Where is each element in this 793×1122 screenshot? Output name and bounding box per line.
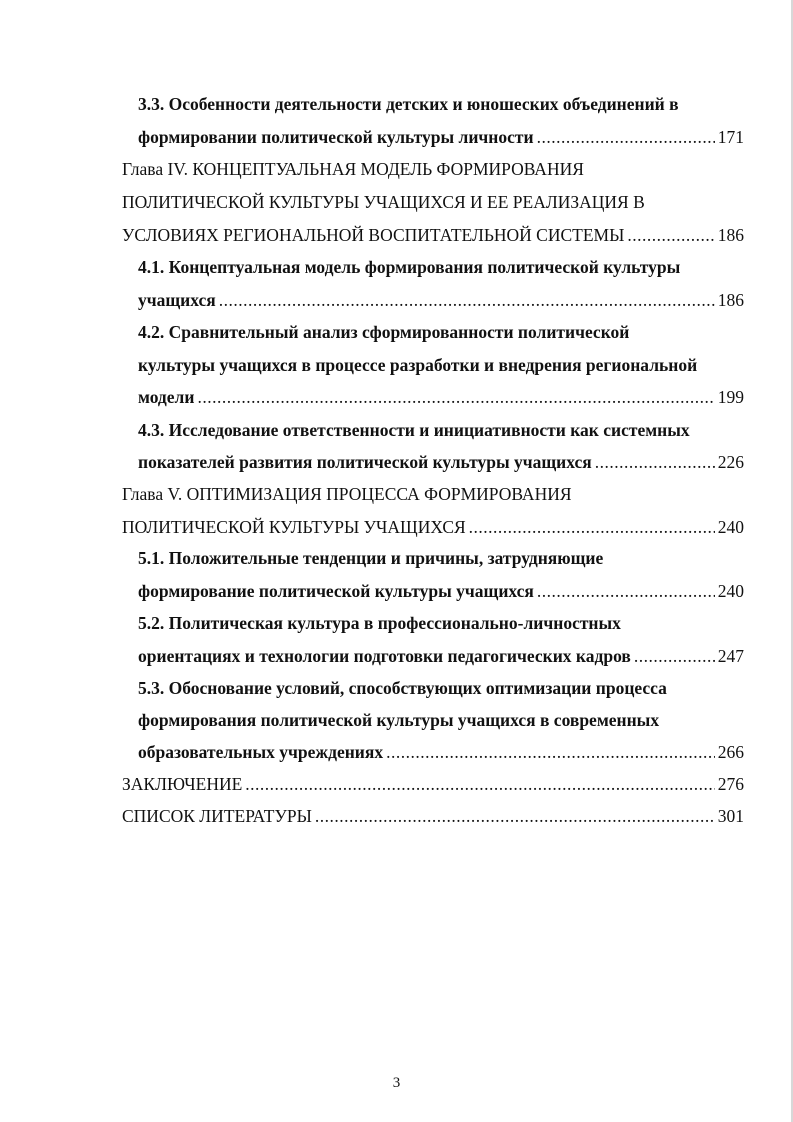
dot-leader [595,449,715,475]
toc-page-number: 301 [717,806,744,826]
dot-leader [634,643,715,669]
toc-section-4-2-line-1: 4.2. Сравнительный анализ сформированности политической [138,322,630,342]
toc-page-number: 266 [717,742,744,762]
dot-leader [197,384,714,410]
page-number: 3 [392,1075,401,1091]
toc-section-3-3-line-2[interactable]: формировании политической культуры личности ..... 171 [138,124,744,150]
toc-chapter-5-line-1: Глава V. ОПТИМИЗАЦИЯ ПРОЦЕССА ФОРМИРОВАНИЯ [122,484,572,504]
toc-section-5-3-line-3[interactable]: образовательных учреждениях ..... 266 [138,739,744,765]
toc-section-4-1-line-1: 4.1. Концептуальная модель формирования политической культуры [138,257,681,277]
toc-section-5-3-line-2: формирования политической культуры учащихся в современных [138,710,660,730]
toc-section-5-2-line-1: 5.2. Политическая культура в профессионально-личностных [138,613,621,633]
toc-section-3-3-line-1: 3.3. Особенности деятельности детских и юношеских объединений в [138,94,679,114]
toc-page-number: 240 [717,517,744,537]
toc-section-4-2-line-3[interactable]: модели ..... 199 [138,384,744,410]
toc-chapter-4-line-2: ПОЛИТИЧЕСКОЙ КУЛЬТУРЫ УЧАЩИХСЯ И ЕЕ РЕАЛИЗАЦИЯ В [122,192,645,212]
toc-section-5-3-line-1: 5.3. Обоснование условий, способствующих оптимизации процесса [138,678,667,698]
toc-page-number: 226 [717,452,744,472]
toc-page-number: 276 [717,774,744,794]
dot-leader [537,124,715,150]
toc-section-4-3-line-2[interactable]: показателей развития политической культуры учащихся ..... 226 [138,449,744,475]
toc-page-number: 186 [717,290,744,310]
toc-chapter-4-line-1: Глава IV. КОНЦЕПТУАЛЬНАЯ МОДЕЛЬ ФОРМИРОВАНИЯ [122,159,584,179]
toc-conclusion[interactable]: ЗАКЛЮЧЕНИЕ ..... 276 [122,771,744,797]
dot-leader [537,578,715,604]
toc-page-number: 199 [717,387,744,407]
toc-chapter-5-line-2[interactable]: ПОЛИТИЧЕСКОЙ КУЛЬТУРЫ УЧАЩИХСЯ ..... 240 [122,514,744,540]
toc-page-number: 186 [717,225,744,245]
toc-section-5-2-line-2[interactable]: ориентациях и технологии подготовки педагогических кадров ..... 247 [138,643,744,669]
dot-leader [219,287,715,313]
toc-chapter-4-line-3[interactable]: УСЛОВИЯХ РЕГИОНАЛЬНОЙ ВОСПИТАТЕЛЬНОЙ СИСТЕМЫ ..... 186 [122,222,744,248]
dot-leader [627,222,714,248]
dot-leader [386,739,715,765]
toc-section-4-1-line-2[interactable]: учащихся ..... 186 [138,287,744,313]
toc-references[interactable]: СПИСОК ЛИТЕРАТУРЫ ..... 301 [122,803,744,829]
toc-section-5-1-line-1: 5.1. Положительные тенденции и причины, затрудняющие [138,548,604,568]
toc-section-4-2-line-2: культуры учащихся в процессе разработки и внедрения региональной [138,355,698,375]
dot-leader [245,771,714,797]
toc-section-4-3-line-1: 4.3. Исследование ответственности и инициативности как системных [138,420,690,440]
toc-page-number: 171 [717,127,744,147]
toc-page-number: 240 [717,581,744,601]
toc-page-number: 247 [717,646,744,666]
dot-leader [315,803,715,829]
toc-section-5-1-line-2[interactable]: формирование политической культуры учащихся ..... 240 [138,578,744,604]
dot-leader [469,514,715,540]
